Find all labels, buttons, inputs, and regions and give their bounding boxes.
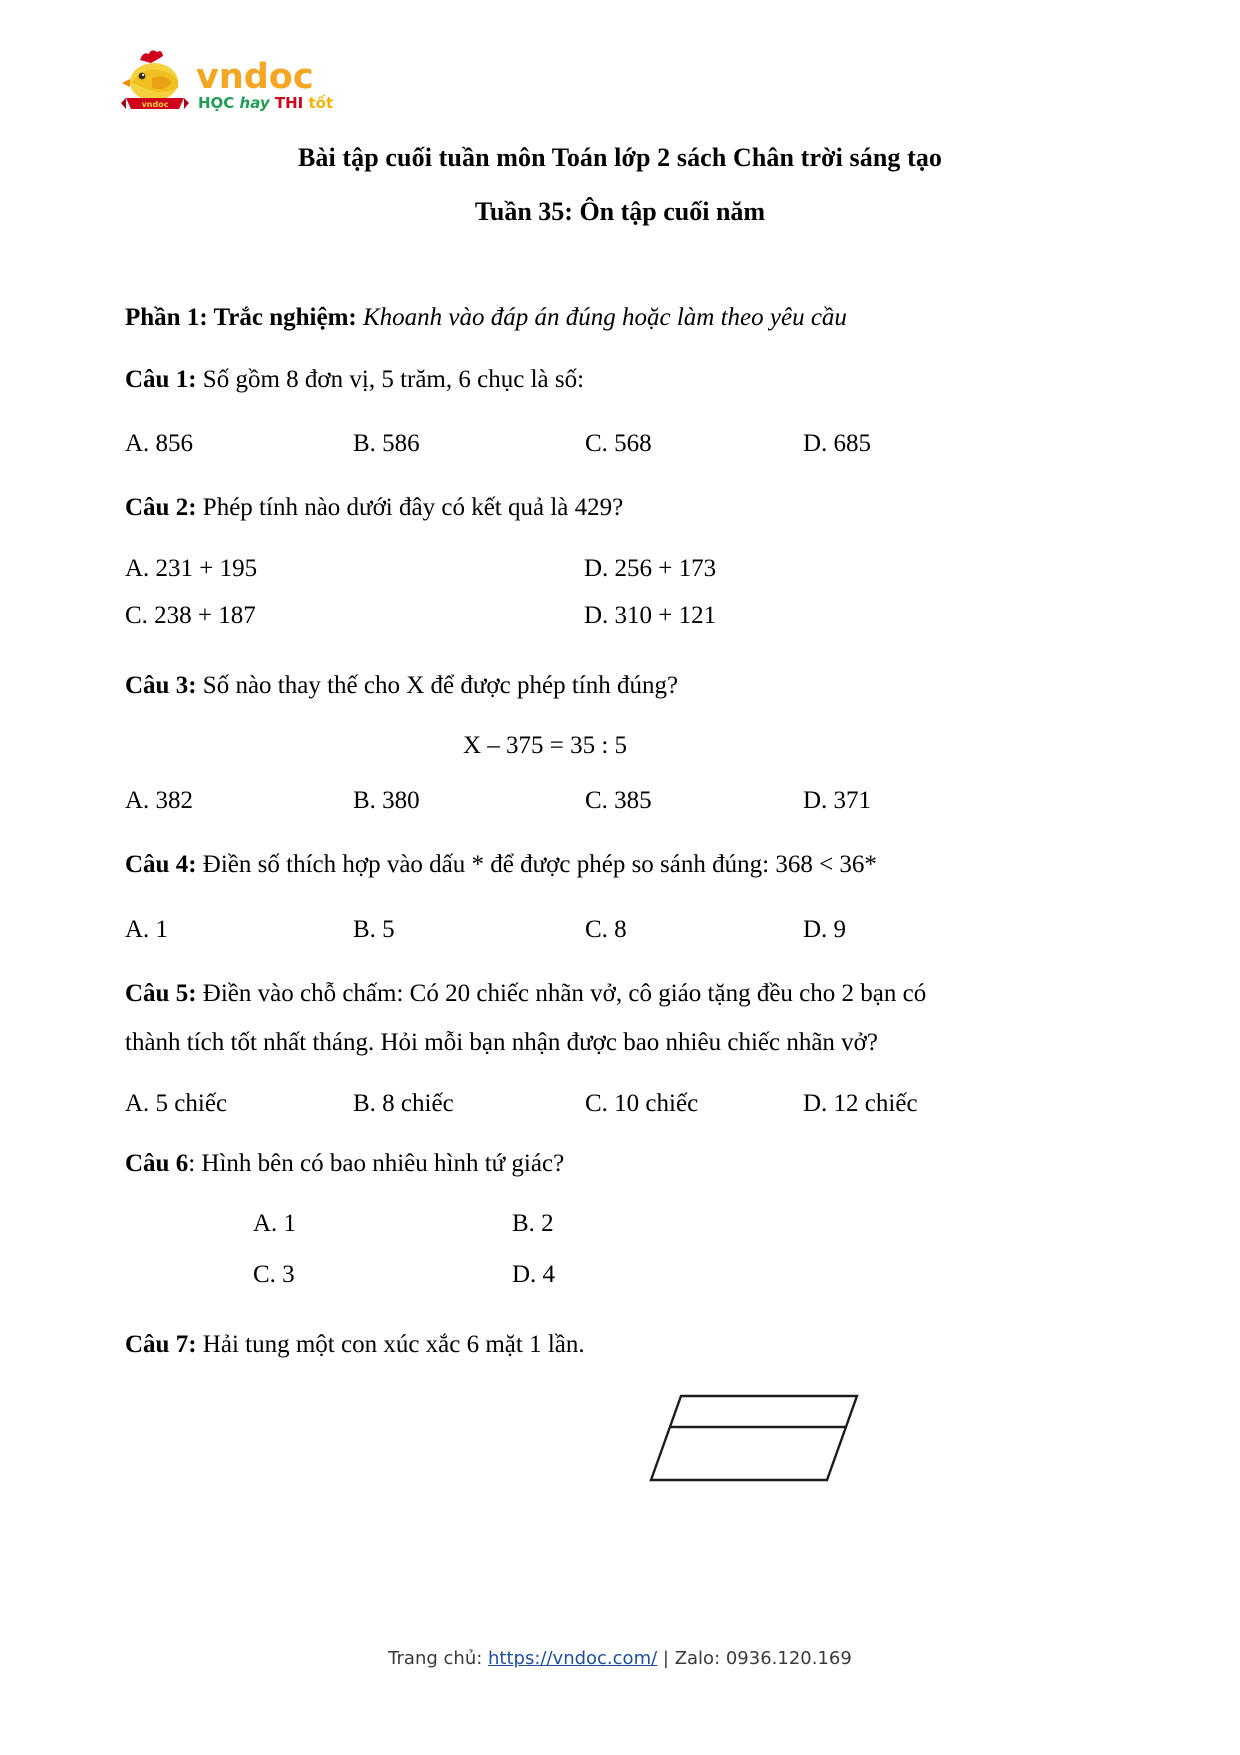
question-4-option-c[interactable]: C. 8 <box>585 915 627 943</box>
question-2-options-row-2 <box>125 603 1115 628</box>
question-6-option-b[interactable]: B. 2 <box>512 1210 554 1237</box>
question-3-option-d[interactable]: D. 371 <box>803 787 872 814</box>
footer-separator: | <box>657 1648 675 1669</box>
section-heading <box>125 300 1115 336</box>
question-5-text-line-1: Điền vào chỗ chấm: Có 20 chiếc nhãn vở, cô giáo tặng đều cho 2 bạn có <box>202 979 927 1007</box>
question-1 <box>125 362 1115 398</box>
vndoc-logo-icon <box>118 46 348 116</box>
question-2-text: Phép tính nào dưới đây có kết quả là 429? <box>202 494 624 521</box>
question-4-option-d[interactable]: D. 9 <box>803 915 847 943</box>
question-5-option-d[interactable]: D. 12 chiếc <box>803 1089 918 1117</box>
question-7-text: Hải tung một con xúc xắc 6 mặt 1 lần. <box>202 1331 585 1358</box>
question-6 <box>125 1146 1115 1182</box>
question-4-number: Câu 4: <box>125 851 197 878</box>
question-6-option-d[interactable]: D. 4 <box>512 1261 556 1288</box>
question-1-options <box>125 431 1115 456</box>
question-2-option-d1[interactable]: D. 256 + 173 <box>584 554 717 582</box>
document-body <box>125 300 1115 1363</box>
question-3-option-c[interactable]: C. 385 <box>585 787 652 814</box>
question-3-text: Số nào thay thế cho X để được phép tính đúng? <box>202 671 679 699</box>
question-4-text: Điền số thích hợp vào dấu * để được phép so sánh đúng: 368 < 36* <box>202 851 877 878</box>
question-1-option-c[interactable]: C. 568 <box>585 430 652 457</box>
question-6-text: : Hình bên có bao nhiêu hình tứ giác? <box>188 1149 565 1177</box>
question-2-options-row-1 <box>125 556 1115 581</box>
vndoc-logo[interactable] <box>118 46 348 116</box>
question-5 <box>125 976 1115 1012</box>
question-6-figure <box>645 1388 895 1508</box>
question-7 <box>125 1327 1115 1363</box>
question-6-number: Câu 6 <box>125 1149 189 1177</box>
question-2-number: Câu 2: <box>125 494 197 521</box>
question-1-option-d[interactable]: D. 685 <box>803 430 872 457</box>
question-1-option-b[interactable]: B. 586 <box>353 430 420 457</box>
svg-text:vndoc: vndoc <box>141 100 169 109</box>
document-title: Bài tập cuối tuần môn Toán lớp 2 sách Chân trời sáng tạo <box>297 143 943 172</box>
logo-tagline: HỌC hay THI tốt <box>198 94 334 112</box>
footer-zalo: Zalo: 0936.120.169 <box>674 1648 852 1669</box>
question-3 <box>125 668 1115 704</box>
question-5-text-line-2: thành tích tốt nhất tháng. Hỏi mỗi bạn nhận được bao nhiêu chiếc nhãn vở? <box>125 1029 878 1056</box>
page-footer <box>0 1648 1240 1669</box>
question-7-number: Câu 7: <box>125 1331 197 1358</box>
question-5-number: Câu 5: <box>125 979 197 1007</box>
question-4-option-a[interactable]: A. 1 <box>125 915 169 943</box>
question-3-equation: X – 375 = 35 : 5 <box>462 732 628 759</box>
question-1-option-a[interactable]: A. 856 <box>125 430 194 457</box>
logo-wordmark: vndoc <box>196 57 314 97</box>
question-3-option-a[interactable]: A. 382 <box>125 787 194 814</box>
question-5-option-b[interactable]: B. 8 chiếc <box>353 1089 454 1117</box>
question-4 <box>125 847 1115 883</box>
question-6-option-a[interactable]: A. 1 <box>253 1210 297 1237</box>
section-label: Phần 1: Trắc nghiệm: <box>125 304 357 331</box>
footer-prefix: Trang chủ: <box>388 1648 489 1669</box>
question-2-option-a[interactable]: A. 231 + 195 <box>125 554 258 582</box>
section-instruction: Khoanh vào đáp án đúng hoặc làm theo yêu cầu <box>362 304 847 331</box>
parallelogram-icon <box>645 1388 895 1508</box>
question-5-options <box>125 1091 1115 1116</box>
question-3-options <box>125 788 1115 813</box>
question-6-options-row-2 <box>125 1262 1115 1287</box>
question-3-number: Câu 3: <box>125 671 197 699</box>
question-4-option-b[interactable]: B. 5 <box>353 915 395 943</box>
chick-mascot-icon <box>121 50 189 109</box>
question-2 <box>125 490 1115 526</box>
question-1-text: Số gồm 8 đơn vị, 5 trăm, 6 chục là số: <box>202 365 585 393</box>
question-6-options-row-1 <box>125 1211 1115 1236</box>
question-6-option-c[interactable]: C. 3 <box>253 1261 295 1288</box>
question-1-number: Câu 1: <box>125 365 197 393</box>
question-5-text-line-2-wrap <box>125 1025 1115 1061</box>
question-5-option-c[interactable]: C. 10 chiếc <box>585 1089 699 1117</box>
question-2-option-d2[interactable]: D. 310 + 121 <box>584 601 717 629</box>
question-3-option-b[interactable]: B. 380 <box>353 787 420 814</box>
question-4-options <box>125 917 1115 942</box>
question-2-option-c[interactable]: C. 238 + 187 <box>125 601 256 629</box>
document-subtitle: Tuần 35: Ôn tập cuối năm <box>474 197 766 226</box>
question-5-option-a[interactable]: A. 5 chiếc <box>125 1089 228 1117</box>
footer-homepage-link[interactable]: https://vndoc.com/ <box>488 1648 658 1669</box>
